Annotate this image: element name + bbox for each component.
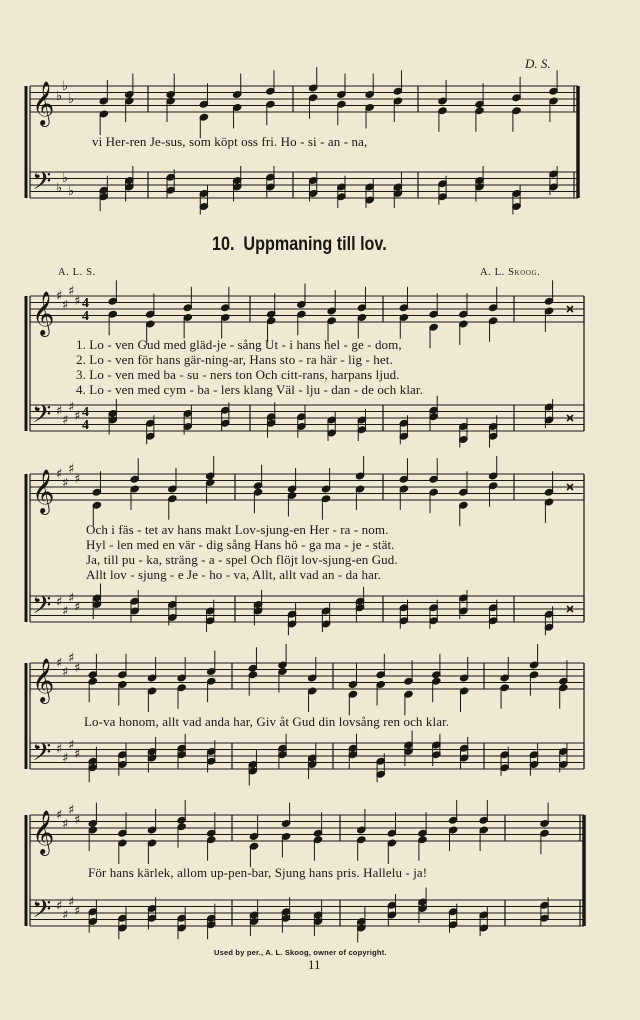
verse-3-line-1: 3. Lo - ven med ba - su - ners ton Och citt-rans, harpans ljud. [76,367,400,382]
sharp-icon: ♯ [62,817,69,832]
treble-clef-icon: 𝄞 [32,658,55,702]
time-sig-top: 4 [82,405,89,420]
sharp-icon: ♯ [62,413,69,428]
bass-clef-icon: 𝄢 [32,591,52,626]
verse-2-line-1: 2. Lo - ven för hans gär-ning-ar, Hans sto - ra här - lig - het. [76,352,393,367]
sharp-icon: ♯ [74,904,81,919]
sharp-icon: ♯ [56,656,63,671]
sharp-icon: ♯ [56,467,63,482]
sharp-icon: ♯ [74,813,81,828]
time-sig-bottom: 4 [82,418,89,433]
copyright-notice: Used by per., A. L. Skoog, owner of copyright. [214,948,387,957]
treble-clef-icon: 𝄞 [32,81,55,125]
treble-clef-icon: 𝄞 [32,810,55,854]
bass-staff [30,596,584,622]
hymn-title: Uppmaning till lov. [243,234,387,255]
verse-1-line-2: Och i fäs - tet av hans makt Lov-sjung-en Her - ra - nom. [86,522,389,537]
treble-staff [30,815,584,841]
verse-4-line-2: Allt lov - sjung - e Je - ho - va, Allt, allt vad an - da har. [86,567,382,582]
treble-staff [30,663,584,689]
sharp-icon: ♯ [68,284,75,299]
sharp-icon: ♯ [56,289,63,304]
verse-1-line-1: 1. Lo - ven Gud med gläd-je - sång Ut - i hans hel - ge - dom, [76,337,402,352]
time-signature-treble [82,296,89,324]
music-credit: A. L. Skoog. [480,267,541,278]
verse-4-line-1: 4. Lo - ven med cym - ba - lers klang Väl - lju - dan - de och klar. [76,382,423,397]
treble-staff [30,474,584,500]
treble-clef-icon: 𝄞 [32,469,55,513]
sharp-icon: ♯ [56,899,63,914]
refrain-line-2: För hans kärlek, allom up-pen-bar, Sjung hans pris. Hallelu - ja! [88,865,428,880]
sharp-icon: ♯ [62,908,69,923]
sharp-icon: ♯ [74,747,81,762]
sharp-icon: ♯ [74,409,81,424]
sharp-icon: ♯ [74,661,81,676]
ds-marking: D. S. [525,56,551,71]
flat-icon: ♭ [56,181,63,196]
bass-clef-icon: 𝄢 [32,400,52,435]
sharp-icon: ♯ [68,462,75,477]
sharp-icon: ♯ [62,751,69,766]
bass-clef-icon: 𝄢 [32,167,52,202]
time-sig-bottom: 4 [82,309,89,324]
sharp-icon: ♯ [68,738,75,753]
flat-icon: ♭ [56,89,63,104]
words-credit: A. L. S. [58,267,96,278]
sharp-icon: ♯ [62,476,69,491]
refrain-line-1: Lo-va honom, allt vad anda har, Giv åt Gud din lovsång ren och klar. [84,714,450,729]
sharp-icon: ♯ [56,404,63,419]
bass-staff [30,172,578,198]
sharp-icon: ♯ [68,803,75,818]
sharp-icon: ♯ [62,665,69,680]
bass-staff [30,900,584,926]
time-sig-top: 4 [82,296,89,311]
verse-2-line-2: Hyl - len med en vär - dig sång Hans hö - ga ma - je - stät. [86,537,395,552]
flat-icon: ♭ [68,184,75,199]
treble-clef-icon: 𝄞 [32,291,55,335]
flat-icon: ♭ [62,79,69,94]
sharp-icon: ♯ [68,400,75,415]
verse-3-line-2: Ja, till pu - ka, sträng - a - spel Och flöjt lov-sjung-en Gud. [86,552,398,567]
sharp-icon: ♯ [56,742,63,757]
hymn-number: 10. [212,234,235,255]
treble-staff [30,86,578,112]
sharp-icon: ♯ [68,591,75,606]
sharp-icon: ♯ [62,604,69,619]
flat-icon: ♭ [62,171,69,186]
bass-clef-icon: 𝄢 [32,895,52,930]
flat-icon: ♭ [68,92,75,107]
bass-clef-icon: 𝄢 [32,738,52,773]
time-signature-bass [82,405,89,433]
sharp-icon: ♯ [56,595,63,610]
top-lyrics: vi Her-ren Je-sus, som köpt oss fri. Ho - si - an - na, [92,134,368,149]
page-number: 11 [308,957,321,972]
sharp-icon: ♯ [62,298,69,313]
hymn-title-line [212,234,387,256]
sharp-icon: ♯ [74,472,81,487]
sharp-icon: ♯ [74,600,81,615]
sharp-icon: ♯ [56,808,63,823]
sharp-icon: ♯ [68,651,75,666]
sharp-icon: ♯ [74,294,81,309]
sharp-icon: ♯ [68,895,75,910]
staff-system-top [0,0,640,220]
